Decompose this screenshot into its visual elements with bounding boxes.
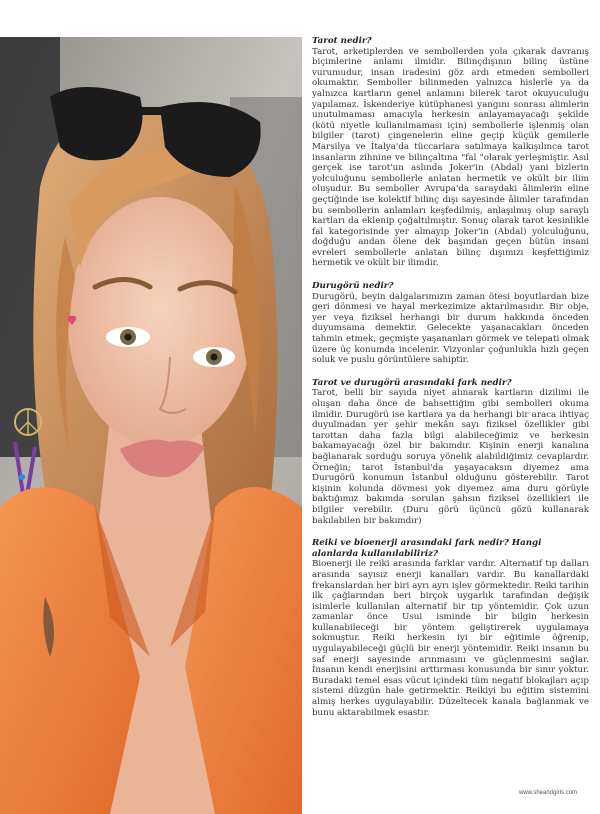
- section-heading: Tarot ve durugörü arasındaki fark nedir?: [312, 377, 512, 388]
- portrait-photo: [0, 37, 302, 814]
- section-durugoru: [312, 281, 589, 366]
- section-body: Tarot, belli bir sayıda niyet alınarak kartların dizilimi ile oluşan daha önce de bahsettiğim gibi sembolleri okuma ilmidir. Durugörü ise kartlara ya da herhangi bir araca ihtiyaç duyulmadan yer şehir mekân sayı fiziksel özellikler gibi tarottan daha fazla bilgi alabileceğimiz ve herkesin bakamayacağı özel bir bakımdır. Kişinin enerji kanalına bağlanarak sorduğu soruya yönelik alabildiğimiz cevaplardır. Örneğin; tarot İstanbul'da yaşayacaksın diyemez ama Durugörü konumun İstanbul olduğunu gösterebilir. Tarot kişinin kolunda dövmesi yok diyemez ama duru görüyle baktığımız bakımda sorulan şahsın fiziksel özellikleri ile bilgiler verebilir. (Duru görü üçüncü gözü kullanarak bakılabilen bir bakımdır): [312, 388, 589, 526]
- section-body: Tarot, arketiplerden ve sembollerden yola çıkarak davranış biçimlerine anlamı ilmidir. Bilinçdışının bilinç üstüne vurumudur, insan iradesini göz ardı etmeden sembolleri okumaktır. Semboller bilinmeden yalnızca hislerle ya da yalnızca kartların genel anlamını bilerek tarot okuyuculuğu yapılamaz. İskenderiye kütüphanesi yangını sonrası alimlerin unutulmaması amacıyla herkesin anlayamayacağı şekilde (kötü niyetle kullanılmaması için) sembollerle işlenmiş olan bilgiler (tarot) çingenelerin eline geçip küçük gemilerle Marsilya ve İtalya'da tüccarlara satılmaya kalkışılınca tarot insanların zihnine ve bilinçaltına "fal "olarak yerleşmiştir. Asıl gerçek ise tarot'un aslında Joker'in (Abdal) yani bizlerin yolculuğunu sembollerle anlatan hermetik ve okült bir ilim oluşudur. Bu semboller Avrupa'da saraydaki âlimlerin eline geçtiğinde ise kolektif bilinç dışı sayesinde âlimler tarafından bu sembollerin anlamları keşfedilmiş, anlaşılmış olup saraylı kartları da eklenip çoğaltılmıştır. Sonuç olarak tarot kesinlikle fal kategorisinde yer almayıp Joker'in (Abdal) yolculuğunu, doğduğu andan ölene dek başından geçen bütün insani evreleri sembollerle anlatan bilinç dışımızı keşfettiğimiz hermetik ve okült bir ilimdir.: [312, 46, 589, 269]
- section-body: Durugörü, beyin dalgalarımızın zaman ötesi boyutlardan bize geri dönmesi ve hayal merkezimize aktarılmasıdır. Bir obje, yer veya fiziksel herhangi bir durum hakkında önceden duyumsama demektir. Gelecekte yaşanacakları önceden tahmin etmek, geçmişte yaşananları görmek ve telepati olmak üzere üç konumda incelenir. Vizyonlar çoğunlukla hızlı geçen soluk ve puslu görüntülere sahiptir.: [312, 291, 589, 366]
- footer-url[interactable]: www.sheandgirls.com: [519, 790, 578, 796]
- section-tarot-vs-durugoru: [312, 378, 589, 526]
- section-tarot: [312, 36, 589, 269]
- article-text-column: [312, 36, 589, 730]
- section-body: Bioenerji ile reiki arasında farklar vardır. Alternatif tıp dalları arasında sayısız enerji kanalları vardır. Bu kanallardaki frekanslardan her biri ayrı ayrı işlev görmektedir. Reiki tarihin ilk çağlarından beri birçok uygarlık tarafından değişik isimlerle kullanılan alternatif bir tıp yöntemidir. Çok uzun zamanlar önce Usui isminde bir bilgin herkesin kullanabileceği bir yöntem geliştirerek uygulamaya sokmuştur. Reiki herkesin iyi bir eğitimle öğrenip, uygulayabileceği güçlü bir enerji yöntemidir. Reiki insanın bu saf enerji sayesinde arınmasını ve güçlenmesini sağlar. İnsanın kendi enerjisini arttırması konusunda bir sınır yoktur. Buradaki temel esas vücut içindeki tüm negatif blokajları açıp sistemi düzgün hale getirmektir. Reikiyi bu eğitim sistemini almış herkes uygulayabilir. Düzeltecek kanala bağlanmak ve bunu aktarabilmek esastır.: [312, 559, 589, 718]
- section-reiki-bioenerji: [312, 538, 589, 718]
- section-heading: Reiki ve bioenerji arasındaki fark nedir? Hangi alanlarda kullanılabiliriz?: [312, 538, 542, 559]
- section-heading: Durugörü nedir?: [312, 281, 394, 292]
- section-heading: Tarot nedir?: [312, 36, 372, 46]
